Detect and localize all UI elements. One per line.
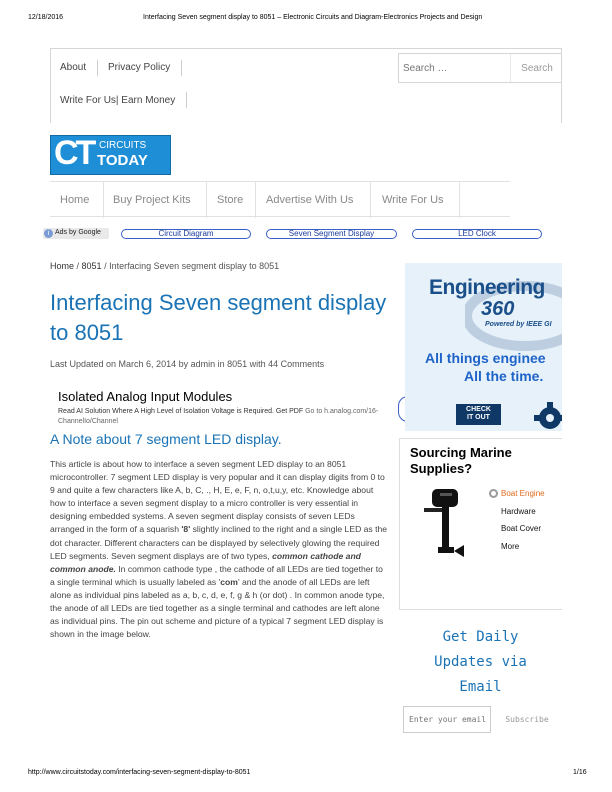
sidebar-link-hardware[interactable]: Hardware — [501, 507, 536, 516]
banner-powered: Powered by IEEE GI — [485, 321, 552, 328]
sidebar-link-boat-engine[interactable]: Boat Engine — [501, 489, 545, 498]
sidebar-banner-ad[interactable] — [405, 263, 562, 431]
article-paragraph — [50, 458, 390, 641]
print-title: Interfacing Seven segment display to 8051 – Electronic Circuits and Diagram-Electronics Projects and Design — [143, 14, 483, 21]
main-nav-advertise[interactable]: Advertise With Us — [266, 194, 354, 206]
email-field[interactable] — [403, 706, 491, 733]
banner-line2: All the time. — [464, 368, 544, 384]
search-input[interactable] — [399, 54, 511, 82]
banner-line1: All things enginee — [425, 350, 546, 366]
breadcrumb-separator: / — [74, 261, 82, 271]
top-nav-write-for-us[interactable]: Write For Us| Earn Money — [60, 95, 176, 106]
main-nav-home[interactable]: Home — [60, 194, 90, 206]
banner-brand-number: 360 — [481, 298, 515, 320]
ads-by-google[interactable] — [43, 228, 109, 239]
breadcrumb-home[interactable]: Home — [50, 261, 75, 271]
inline-ad-source: Go to h.analog.com/16-ChannelIo/Channel — [58, 408, 379, 425]
gear-icon — [530, 398, 562, 431]
logo-line2: TODAY — [97, 152, 148, 169]
ad-link-circuit-diagram[interactable]: Circuit Diagram — [121, 229, 251, 239]
print-footer-url: http://www.circuitstoday.com/interfacing-seven-segment-display-to-8051 — [28, 769, 251, 776]
main-nav-divider — [459, 182, 460, 218]
print-footer-page: 1/16 — [573, 769, 587, 776]
breadcrumb-current: Interfacing Seven segment display to 8051 — [109, 261, 280, 271]
sidebar-title-line2: Supplies? — [410, 461, 473, 476]
site-logo[interactable] — [50, 135, 171, 175]
main-nav-buy-project-kits[interactable]: Buy Project Kits — [113, 194, 191, 206]
main-nav — [50, 181, 510, 217]
subscribe-button[interactable]: Subscribe — [495, 706, 559, 733]
ad-link-seven-segment-display[interactable]: Seven Segment Display — [266, 229, 397, 239]
search-button[interactable]: Search — [513, 54, 561, 82]
main-nav-divider — [255, 182, 256, 218]
newsletter-heading — [399, 625, 562, 700]
post-meta: Last Updated on March 6, 2014 by admin in 8051 with 44 Comments — [50, 359, 325, 369]
print-date: 12/18/2016 — [28, 14, 64, 21]
top-nav-divider — [97, 60, 98, 76]
main-nav-store[interactable]: Store — [217, 194, 244, 206]
top-nav-divider — [181, 60, 182, 76]
main-nav-divider — [103, 182, 104, 218]
ads-by-google-label: Ads by Google — [55, 229, 101, 236]
breadcrumb — [50, 261, 279, 271]
outboard-motor-image — [418, 487, 468, 563]
ad-link-led-clock[interactable]: LED Clock — [412, 229, 542, 239]
main-nav-write-for-us[interactable]: Write For Us — [382, 194, 444, 206]
text-run: In common cathode type , the cathode of all LEDs are tied together to a single terminal which is usually labeled as ' — [50, 563, 383, 587]
text-run: slightly inclined to the right and a single LED as the dot character. Different characters can be displayed by selectively glowing the required LED segments. Seven segment displays are of two types, — [50, 524, 388, 561]
sidebar-title-line1: Sourcing Marine — [410, 445, 512, 460]
article-body — [50, 458, 390, 641]
inline-ad-text: Read AI Solution Where A High Level of Isolation Voltage is Required. Get PDF — [58, 408, 304, 415]
sidebar-link-title — [410, 445, 512, 477]
sidebar-link-boat-cover[interactable]: Boat Cover — [501, 524, 542, 533]
banner-cta-button[interactable] — [456, 404, 501, 425]
radio-icon — [489, 489, 498, 498]
breadcrumb-separator: / — [101, 261, 110, 271]
top-nav-divider — [186, 92, 187, 108]
section-heading: A Note about 7 segment LED display. — [50, 431, 282, 447]
page-title: Interfacing Seven segment display to 8051 — [50, 290, 387, 345]
newsletter-line1: Get Daily — [442, 629, 519, 645]
newsletter-line2: Updates via — [434, 654, 527, 670]
text-run-bold: '8' — [181, 524, 191, 535]
banner-cta-line2: IT OUT — [467, 414, 490, 421]
text-run-bold: com — [220, 576, 238, 587]
banner-cta-line1: CHECK — [466, 406, 491, 413]
logo-monogram: CT — [54, 134, 94, 172]
top-nav-about[interactable]: About — [60, 62, 87, 73]
main-nav-divider — [206, 182, 207, 218]
main-nav-divider — [370, 182, 371, 218]
inline-ad-title[interactable]: Isolated Analog Input Modules — [58, 389, 233, 404]
text-run: This article is about how to interface a seven segment LED display to an 8051 microcontroller. 7 segment LED display is very popular and it can display digits from 0 to 9 and quite a few characters like A, b, C, ., H, E, e, F, n, o,t,u,y, etc. Knowledge about how to interface a seven segment display to a micro controller is very essential in designing embedded systems. A seven segment display consists of seven LEDs arranged in the form of a squarish — [50, 459, 385, 535]
text-run: ' and the anode of all LEDs are left alone as individual pins labeled as a, b, c, d, e, f, g & h (or dot) . In common anode type, the anode of all LEDs are tied together as a single terminal and cathodes are left alone as individual pins. The pin out scheme and picture of a typical 7 segment LED display is shown in the image below. — [50, 576, 385, 640]
newsletter-line3: Email — [459, 679, 502, 695]
text-run-bold-italic: common cathode and common anode. — [50, 550, 361, 574]
logo-line1: CIRCUITS — [99, 140, 147, 151]
inline-ad-description[interactable] — [58, 407, 398, 427]
search-form — [398, 53, 562, 83]
breadcrumb-category[interactable]: 8051 — [81, 261, 102, 271]
top-nav-privacy-policy[interactable]: Privacy Policy — [108, 62, 171, 73]
sidebar-link-more[interactable]: More — [501, 542, 520, 551]
info-icon: i — [44, 229, 53, 238]
banner-brand: Engineering — [429, 276, 545, 299]
